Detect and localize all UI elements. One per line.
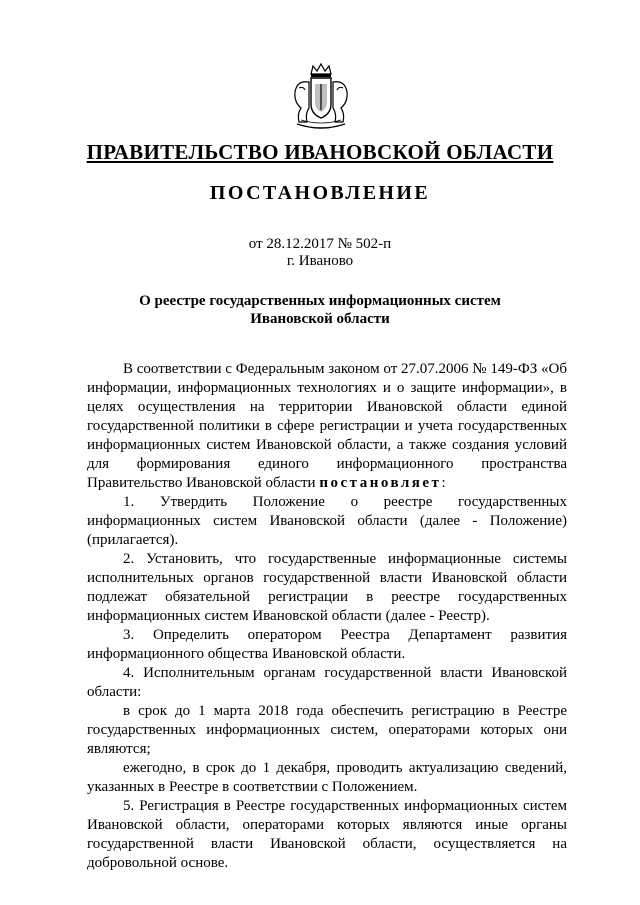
subject-line: О реестре государственных информационных систем	[139, 293, 501, 309]
document-type-heading: ПОСТАНОВЛЕНИЕ	[209, 182, 431, 204]
resolves-colon: :	[441, 475, 446, 491]
preamble-text: В соответствии с Федеральным законом от 27.07.2006 № 149-ФЗ «Об информации, информационных технологиях и о защите информации», в целях осуществления на территории Ивановской области единой государственной политики в сфере регистрации и учета государственных информационных систем Ивановской области, а также создания условий для формирования единого информационного пространства Правительство Ивановской области	[87, 361, 567, 491]
paragraph-item-1: 1. Утвердить Положение о реестре государственных информационных систем Ивановской области (далее - Положение) (прилагается).	[87, 494, 567, 548]
document-body	[87, 360, 567, 873]
city: г. Иваново	[286, 253, 354, 269]
resolves-keyword: постановляет	[319, 475, 442, 491]
document-subject	[0, 292, 640, 328]
paragraph-item-4a: в срок до 1 марта 2018 года обеспечить регистрацию в Реестре государственных информационных систем, операторами которых они являются;	[87, 703, 567, 757]
subject-line: Ивановской области	[250, 311, 390, 327]
paragraph-item-5: 5. Регистрация в Реестре государственных информационных систем Ивановской области, операторами которых являются иные органы государственной власти Ивановской области, осуществляется на добровольной основе.	[87, 798, 567, 871]
paragraph-item-4: 4. Исполнительным органам государственной власти Ивановской области:	[87, 665, 567, 700]
ivanovo-coat-of-arms-icon	[289, 60, 353, 132]
organization-title: ПРАВИТЕЛЬСТВО ИВАНОВСКОЙ ОБЛАСТИ	[86, 140, 554, 164]
document-meta	[0, 236, 640, 270]
preamble-paragraph	[87, 360, 567, 493]
date-number: от 28.12.2017 № 502-п	[248, 236, 392, 252]
paragraph-item-4b: ежегодно, в срок до 1 декабря, проводить актуализацию сведений, указанных в Реестре в соответствии с Положением.	[87, 760, 567, 795]
paragraph-item-3: 3. Определить оператором Реестра Департамент развития информационного общества Ивановской области.	[87, 627, 567, 662]
paragraph-item-2: 2. Установить, что государственные информационные системы исполнительных органов государственной власти Ивановской области подлежат обязательной регистрации в реестре государственных информационных систем Ивановской области (далее - Реестр).	[87, 551, 567, 624]
